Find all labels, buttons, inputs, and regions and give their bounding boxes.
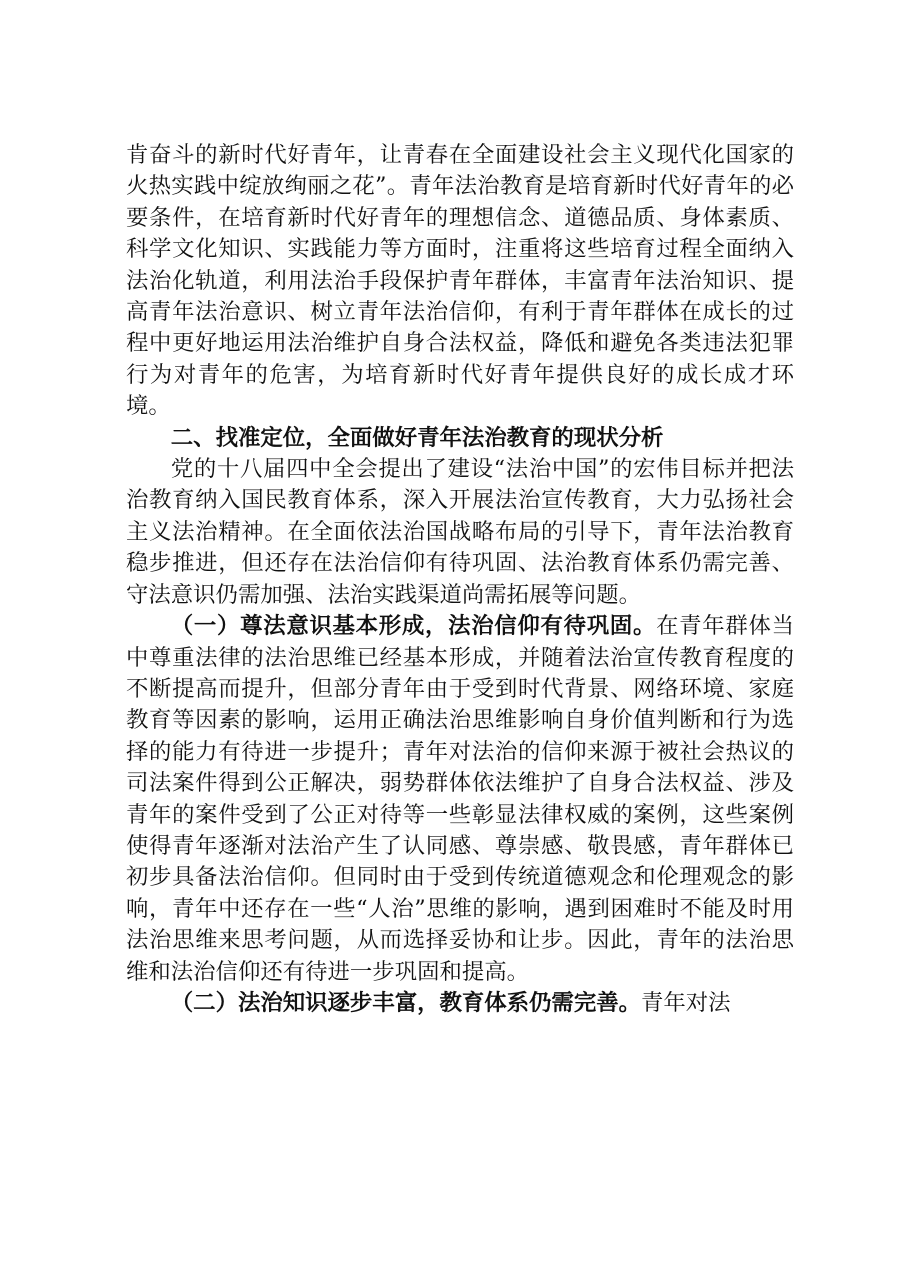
- subsection-1-heading: （一）尊法意识基本形成，法治信仰有待巩固。: [170, 613, 657, 640]
- subsection-2-paragraph: [126, 988, 794, 1019]
- section-heading: 二、找准定位，全面做好青年法治教育的现状分析: [170, 424, 664, 451]
- subsection-1-body: 在青年群体当中尊重法律的法治思维已经基本形成，并随着法治宣传教育程度的不断提高而提升，但部分青年由于受到时代背景、网络环境、家庭教育等因素的影响，运用正确法治思维影响自身价值判断和行为选择的能力有待进一步提升；青年对法治的信仰来源于被社会热议的司法案件得到公正解决，弱势群体依法维护了自身合法权益、涉及青年的案件受到了公正对待等一些彰显法律权威的案例，这些案例使得青年逐渐对法治产生了认同感、尊崇感、敬畏感，青年群体已初步具备法治信仰。但同时由于受到传统道德观念和伦理观念的影响，青年中还存在一些“人治”思维的影响，遇到困难时不能及时用法治思维来思考问题，从而选择妥协和让步。因此，青年的法治思维和法治信仰还有待进一步巩固和提高。: [126, 613, 795, 985]
- document-body: [126, 140, 794, 1019]
- subsection-2-body: 青年对法: [641, 989, 731, 1016]
- paragraph-continuation: 肯奋斗的新时代好青年，让青春在全面建设社会主义现代化国家的火热实践中绽放绚丽之花”。青年法治教育是培育新时代好青年的必要条件，在培育新时代好青年的理想信念、道德品质、身体素质、科学文化知识、实践能力等方面时，注重将这些培育过程全面纳入法治化轨道，利用法治手段保护青年群体，丰富青年法治知识、提高青年法治意识、树立青年法治信仰，有利于青年群体在成长的过程中更好地运用法治维护自身合法权益，降低和避免各类违法犯罪行为对青年的危害，为培育新时代好青年提供良好的成长成才环境。: [126, 142, 794, 420]
- section-intro-paragraph: 党的十八届四中全会提出了建设“法治中国”的宏伟目标并把法治教育纳入国民教育体系，深入开展法治宣传教育，大力弘扬社会主义法治精神。在全面依法治国战略布局的引导下，青年法治教育稳步推进，但还存在法治信仰有待巩固、法治教育体系仍需完善、守法意识仍需加强、法治实践渠道尚需拓展等问题。: [126, 456, 794, 608]
- subsection-1-paragraph: [126, 611, 794, 988]
- subsection-2-heading: （二）法治知识逐步丰富，教育体系仍需完善。: [170, 989, 641, 1016]
